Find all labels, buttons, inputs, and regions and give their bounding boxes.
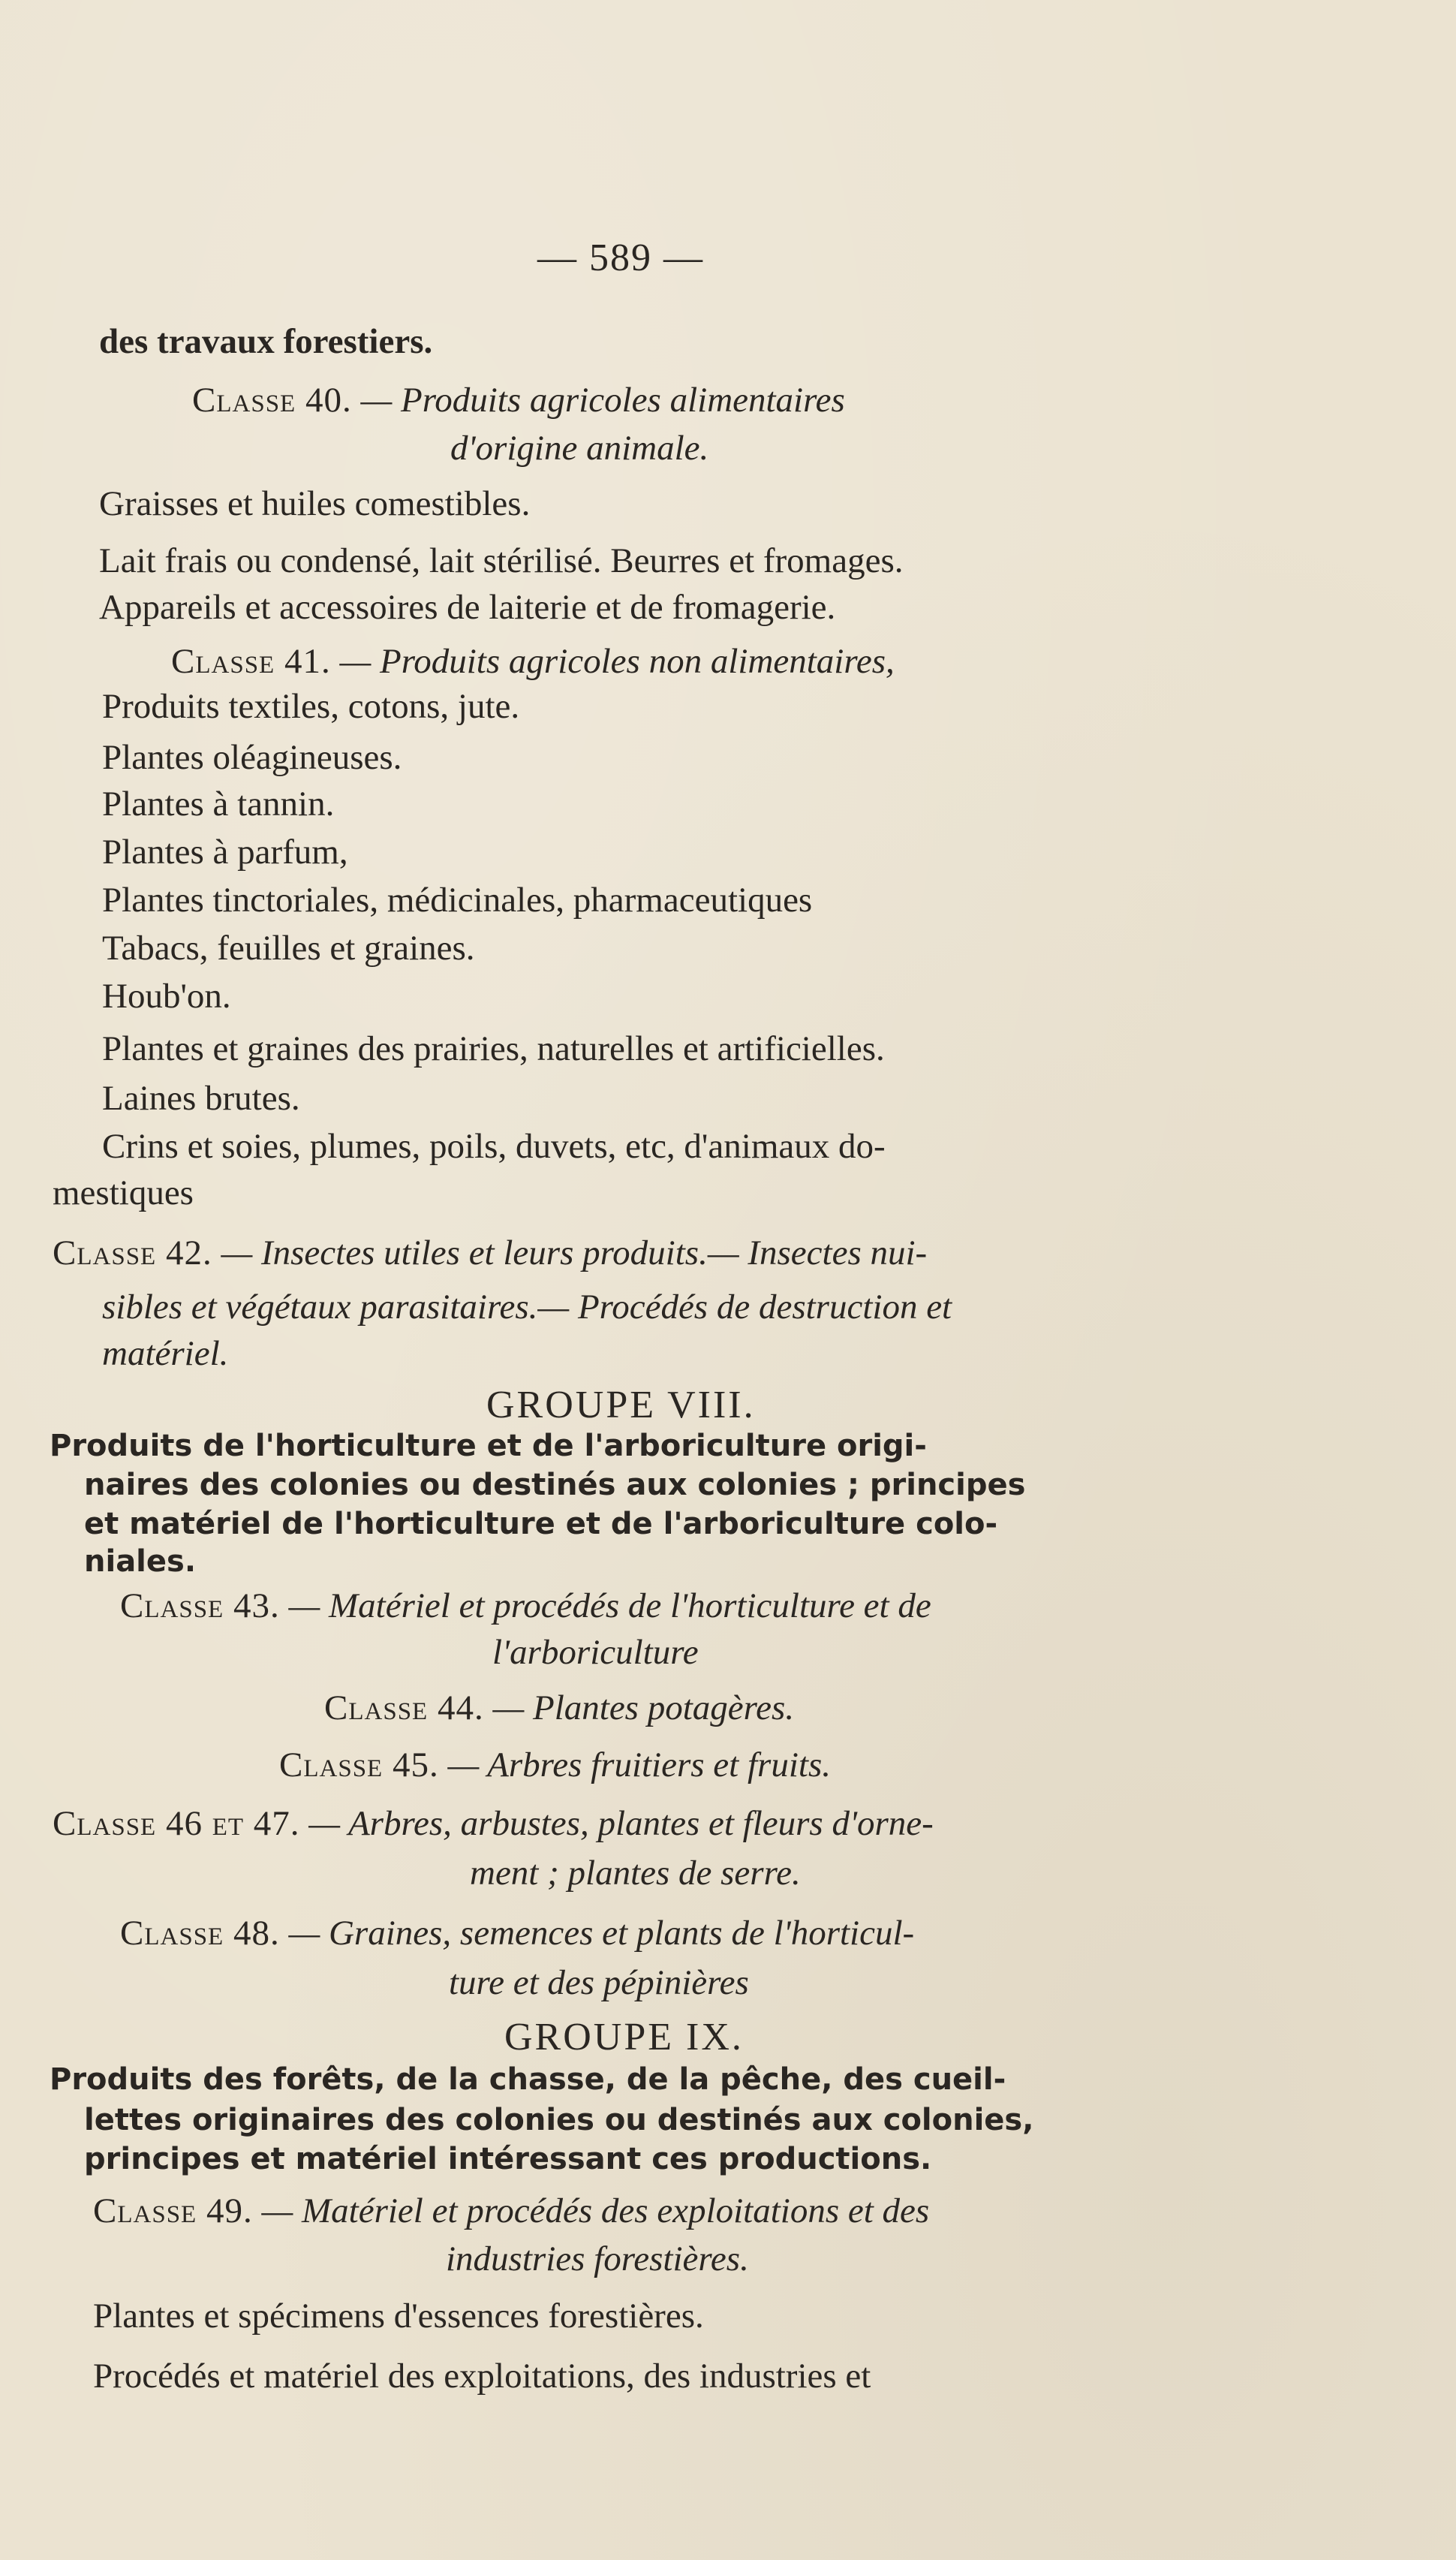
class-title-continued: ment ; plantes de serre.	[470, 1854, 801, 1893]
text-line: mestiques	[53, 1173, 194, 1212]
text-line: Graisses et huiles comestibles.	[99, 484, 531, 523]
group-description: principes et matériel intéressant ces productions.	[84, 2142, 932, 2176]
text-line: des travaux forestiers.	[99, 322, 433, 361]
text-line: Laines brutes.	[102, 1079, 300, 1118]
class-heading	[192, 383, 845, 418]
text-line: Crins et soies, plumes, poils, duvets, etc, d'animaux do-	[102, 1127, 886, 1166]
group-heading: GROUPE VIII.	[486, 1384, 756, 1426]
group-description: lettes originaires des colonies ou destinés aux colonies,	[84, 2103, 1034, 2137]
class-number: Classe 43.	[120, 1586, 280, 1625]
class-heading	[93, 2191, 930, 2230]
text-line: Lait frais ou condensé, lait stérilisé. Beurres et fromages.	[99, 541, 904, 580]
class-title: — Arbres fruitiers et fruits.	[447, 1745, 831, 1784]
text-line: Plantes et spécimens d'essences forestières.	[93, 2296, 704, 2336]
class-heading	[53, 1806, 934, 1842]
group-description: Produits des forêts, de la chasse, de la pêche, des cueil-	[50, 2062, 1006, 2097]
group-heading: GROUPE IX.	[504, 2016, 744, 2059]
class-title-continued: ture et des pépinières	[449, 1963, 749, 2002]
class-heading	[279, 1745, 831, 1784]
class-heading	[171, 644, 895, 679]
group-description: niales.	[84, 1544, 197, 1579]
class-number: Classe 45.	[279, 1745, 439, 1784]
page-number: — 589 —	[537, 236, 704, 279]
text-line: Plantes et graines des prairies, naturelles et artificielles.	[102, 1029, 885, 1068]
group-description: naires des colonies ou destinés aux colonies ; principes	[84, 1468, 1026, 1502]
class-title: — Produits agricoles non alimentaires,	[339, 642, 895, 681]
class-number: Classe 46 et 47.	[53, 1804, 300, 1843]
text-line: Tabacs, feuilles et graines.	[102, 929, 475, 968]
class-title-continued: l'arboriculture	[492, 1633, 699, 1672]
text-line: Procédés et matériel des exploitations, des industries et	[93, 2357, 871, 2396]
class-number: Classe 44.	[324, 1688, 484, 1727]
class-title-continued: matériel.	[102, 1334, 229, 1373]
text-line: Plantes tinctoriales, médicinales, pharmaceutiques	[102, 881, 813, 920]
class-heading	[120, 1586, 931, 1625]
text-line: Produits textiles, cotons, jute.	[102, 687, 520, 726]
class-title-continued: d'origine animale.	[450, 429, 709, 468]
class-number: Classe 42.	[53, 1233, 212, 1272]
class-title: — Produits agricoles alimentaires	[360, 381, 845, 420]
class-title-continued: industries forestières.	[446, 2239, 749, 2278]
class-number: Classe 49.	[93, 2191, 253, 2230]
class-title: — Plantes potagères.	[492, 1688, 795, 1727]
class-title: — Insectes utiles et leurs produits.— Insectes nui-	[221, 1233, 928, 1272]
text-line: Plantes oléagineuses.	[102, 738, 402, 777]
text-line: Appareils et accessoires de laiterie et de fromagerie.	[99, 588, 836, 627]
group-description: Produits de l'horticulture et de l'arboriculture origi-	[50, 1429, 927, 1463]
class-title: — Arbres, arbustes, plantes et fleurs d'orne-	[308, 1804, 934, 1843]
class-title: — Graines, semences et plants de l'horticul-	[288, 1914, 915, 1953]
class-title: — Matériel et procédés des exploitations et des	[261, 2191, 930, 2230]
class-number: Classe 41.	[171, 642, 331, 681]
text-line: Houb'on.	[102, 977, 231, 1016]
class-number: Classe 48.	[120, 1914, 280, 1953]
class-number: Classe 40.	[192, 381, 352, 420]
class-heading	[324, 1688, 795, 1727]
group-description: et matériel de l'horticulture et de l'arboriculture colo-	[84, 1507, 998, 1541]
class-heading	[120, 1916, 914, 1951]
class-heading	[53, 1233, 928, 1272]
text-line: Plantes à tannin.	[102, 785, 335, 824]
text-line: Plantes à parfum,	[102, 833, 348, 872]
class-title-continued: sibles et végétaux parasitaires.— Procédés de destruction et	[102, 1288, 952, 1327]
class-title: — Matériel et procédés de l'horticulture et de	[288, 1586, 931, 1625]
